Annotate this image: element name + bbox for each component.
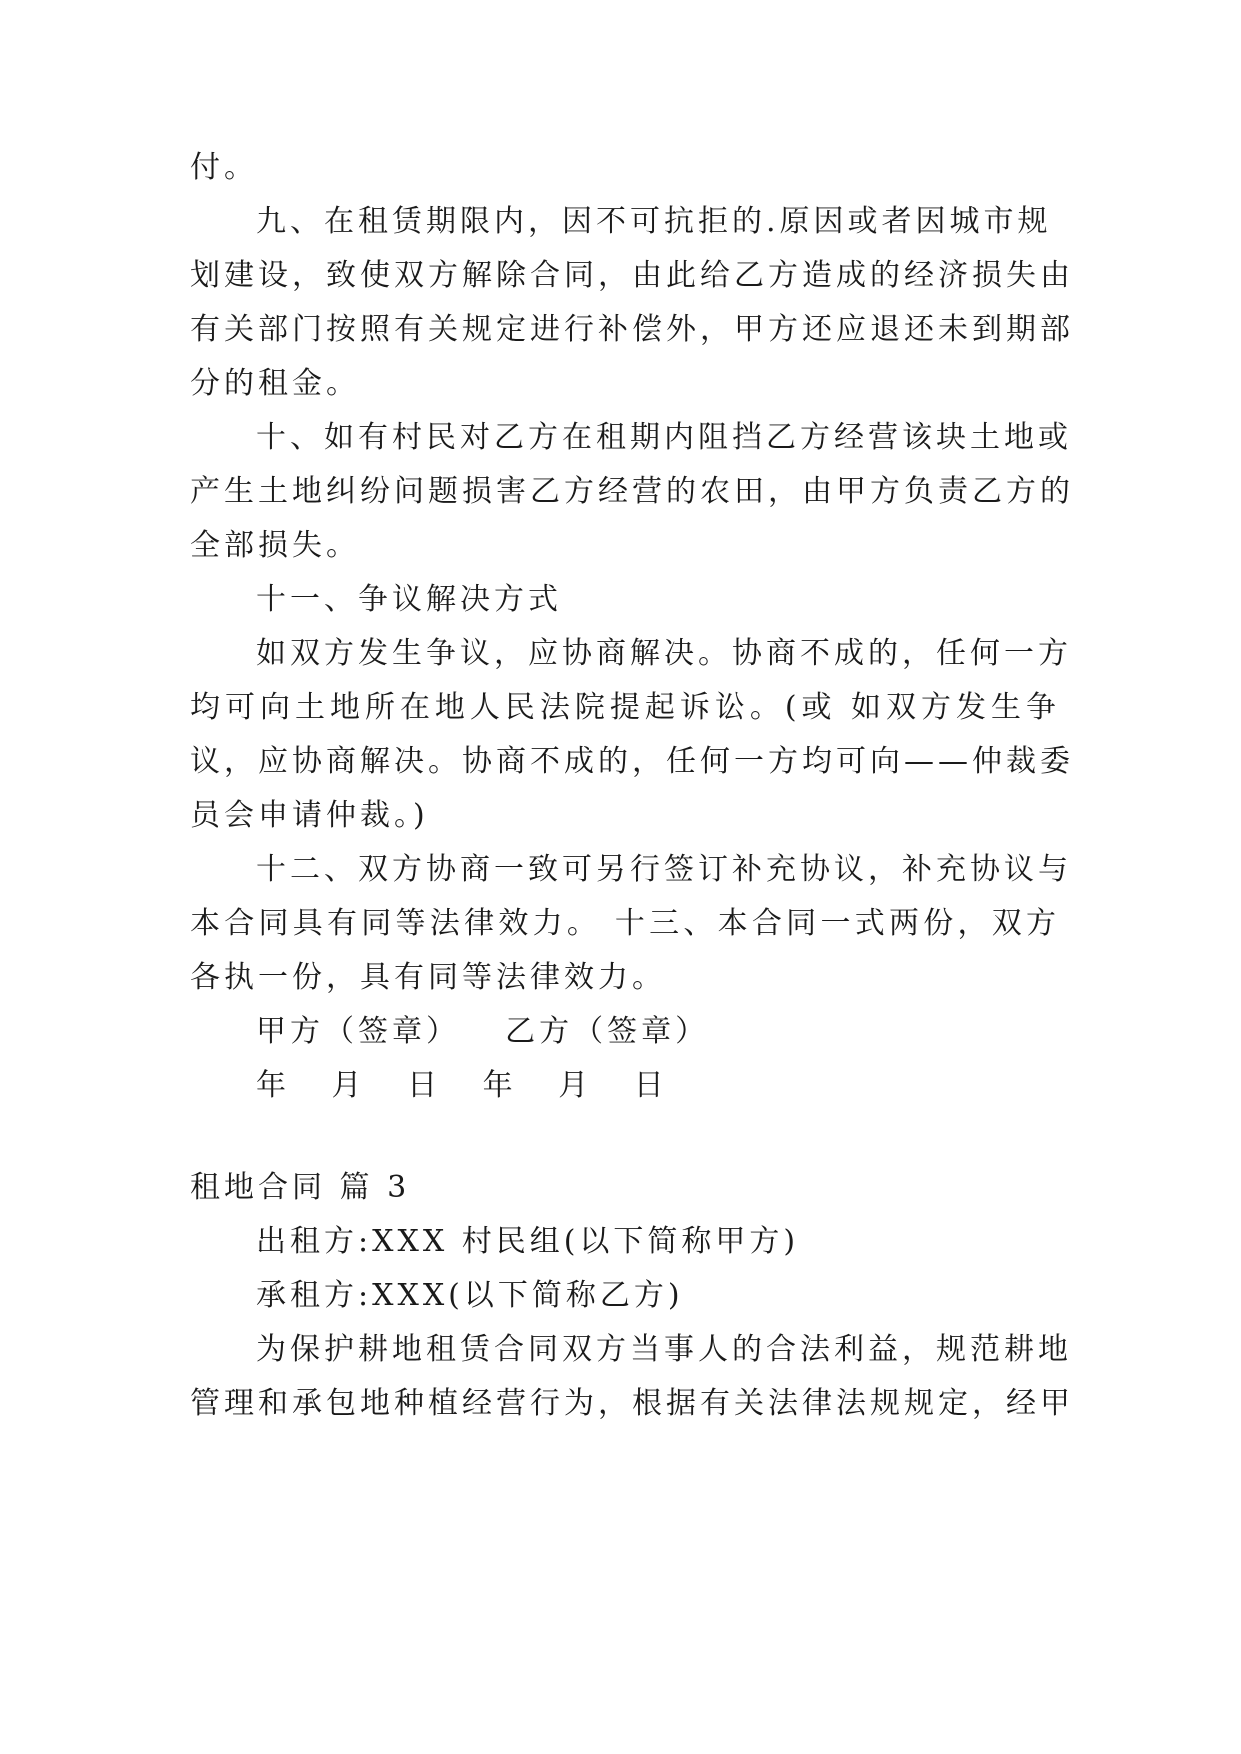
text-line: 产生土地纠纷问题损害乙方经营的农田，由甲方负责乙方的 [190,474,1074,509]
text-line: 员会申请仲裁。) [190,798,429,833]
text-line: 议，应协商解决。协商不成的，任何一方均可向——仲裁委 [190,744,1074,779]
party-a-signature: 甲方（签章） [256,1014,460,1049]
text-line: 全部损失。 [190,528,360,563]
month-label: 月 [558,1068,593,1103]
text-line: 十二、双方协商一致可另行签订补充协议，补充协议与 [256,852,1072,887]
lessee-line: 承租方:XXX(以下简称乙方) [256,1278,684,1313]
text-line: 各执一份，具有同等法律效力。 [190,960,666,995]
text-line: 分的租金。 [190,366,360,401]
year-label: 年 [482,1068,517,1103]
lessor-line: 出租方:XXX 村民组(以下简称甲方) [256,1224,800,1259]
month-label: 月 [331,1068,366,1103]
section-heading: 十一、争议解决方式 [256,582,562,617]
party-b-signature: 乙方（签章） [505,1014,710,1049]
text-line: 本合同具有同等法律效力。 十三、本合同一式两份，双方 [190,906,1060,941]
text-line: 划建设，致使双方解除合同，由此给乙方造成的经济损失由 [190,258,1074,293]
text-line: 有关部门按照有关规定进行补偿外，甲方还应退还未到期部 [190,312,1074,347]
text-line: 付。 [190,150,258,185]
text-line: 均可向土地所在地人民法院提起诉讼。(或 如双方发生争 [190,690,1060,725]
section-title: 租地合同 篇 3 [190,1170,411,1205]
text-line: 为保护耕地租赁合同双方当事人的合法利益，规范耕地 [256,1332,1072,1367]
day-label: 日 [407,1068,442,1103]
text-line: 如双方发生争议，应协商解决。协商不成的，任何一方 [256,636,1072,671]
text-line: 九、在租赁期限内，因不可抗拒的.原因或者因城市规 [256,204,1052,239]
year-label: 年 [256,1068,290,1103]
text-line: 十、如有村民对乙方在租期内阻挡乙方经营该块土地或 [256,420,1072,455]
signature-line [256,1012,1126,1052]
text-line: 管理和承包地种植经营行为，根据有关法律法规规定，经甲 [190,1386,1074,1421]
date-line [256,1066,1126,1106]
day-label: 日 [633,1068,668,1103]
